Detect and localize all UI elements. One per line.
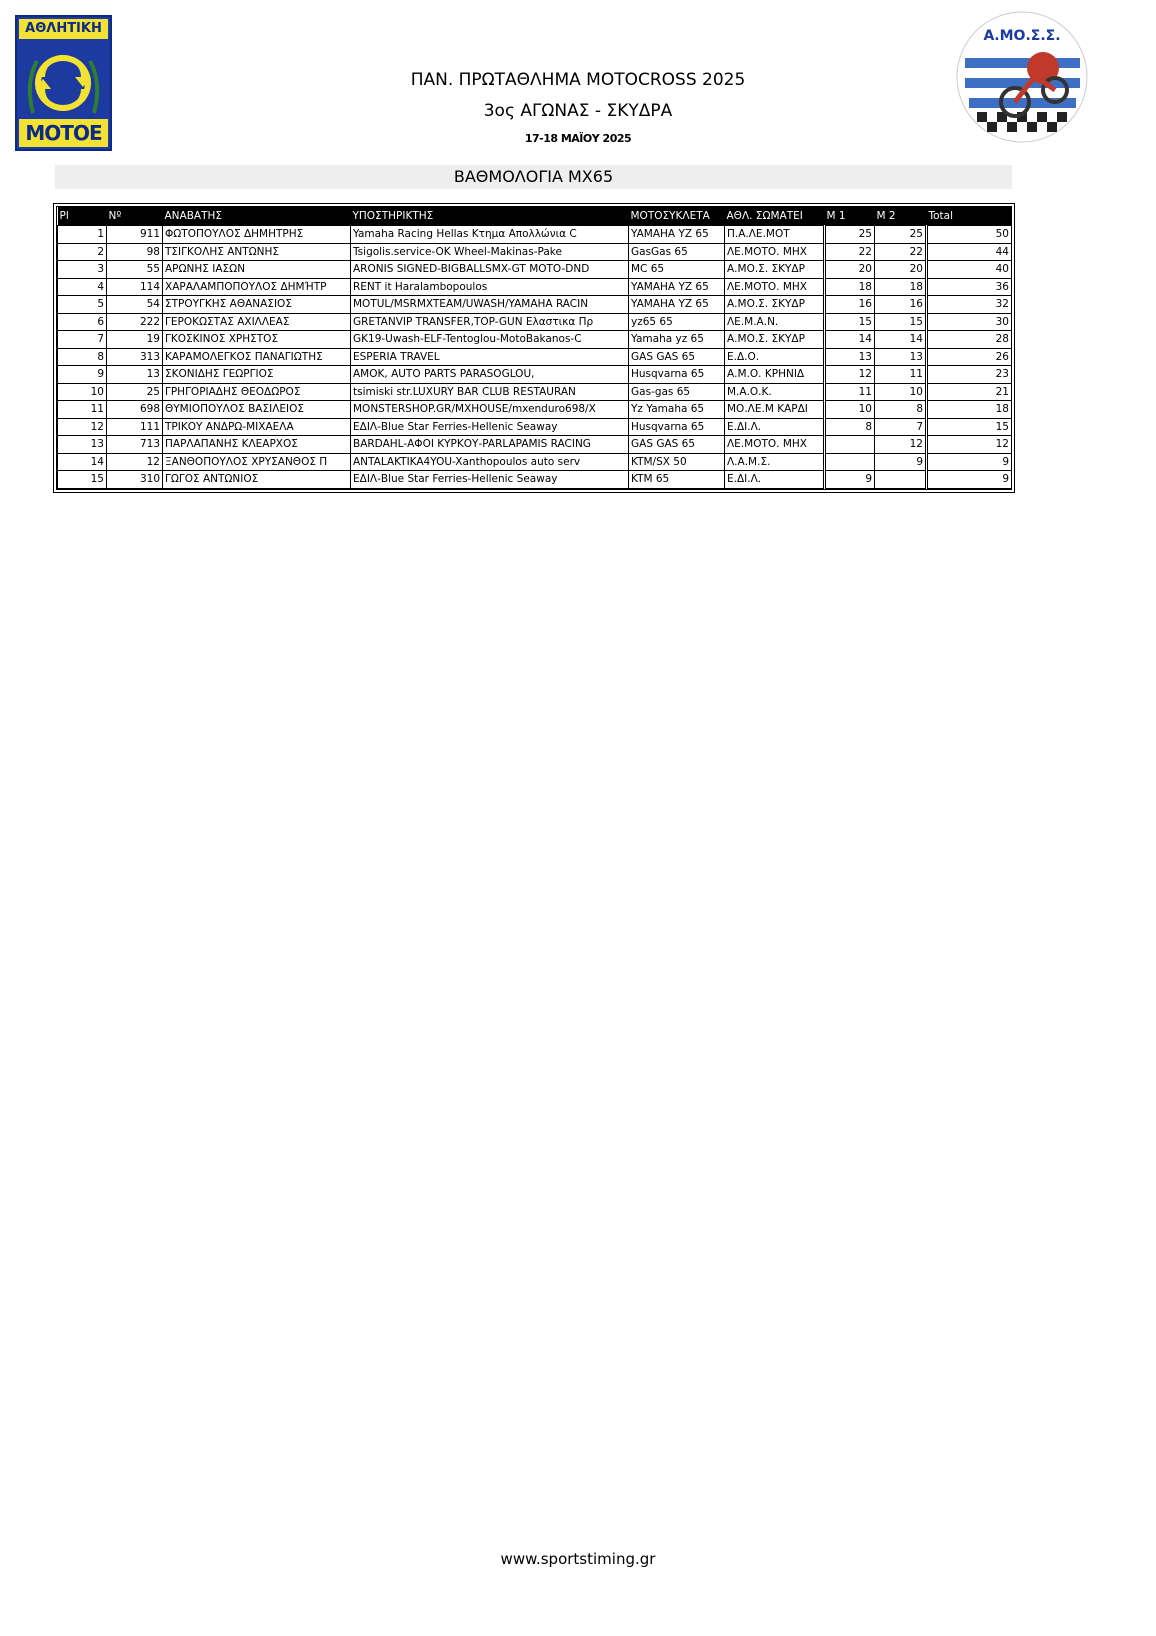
cell-pl: 15 [58,471,107,489]
cell-m2 [875,471,927,489]
cell-sponsor: ΕΔΙΛ-Blue Star Ferries-Hellenic Seaway [351,418,629,436]
cell-rider: ΠΑΡΛΑΠΑΝΗΣ ΚΛΕΑΡΧΟΣ [163,436,351,454]
cell-m2: 13 [875,348,927,366]
cell-sponsor: GK19-Uwash-ELF-Tentoglou-MotoBakanos-C [351,331,629,349]
table-row [58,331,1012,349]
cell-m1: 25 [825,226,875,244]
cell-club: Λ.Α.Μ.Σ. [725,453,825,471]
cell-rider: ΣΚΟΝΙΔΗΣ ΓΕΩΡΓΙΟΣ [163,366,351,384]
cell-pl: 10 [58,383,107,401]
cell-total: 9 [927,453,1012,471]
table-row [58,278,1012,296]
cell-rider: ΚΑΡΑΜΟΛΕΓΚΟΣ ΠΑΝΑΓΙΩΤΗΣ [163,348,351,366]
cell-no: 911 [107,226,163,244]
cell-no: 98 [107,243,163,261]
cell-sponsor: BARDAHL-ΑΦΟΙ ΚΥΡΚΟΥ-PARLAPAMIS RACING [351,436,629,454]
cell-bike: Gas-gas 65 [629,383,725,401]
cell-bike: Yz Yamaha 65 [629,401,725,419]
cell-club: Π.Α.ΛΕ.ΜΟΤ [725,226,825,244]
cell-pl: 1 [58,226,107,244]
header-club: ΑΘΛ. ΣΩΜΑΤΕΙ [725,207,825,226]
cell-no: 13 [107,366,163,384]
table-row [58,313,1012,331]
cell-rider: ΓΩΓΟΣ ΑΝΤΩΝΙΟΣ [163,471,351,489]
cell-no: 55 [107,261,163,279]
table-row [58,418,1012,436]
cell-total: 50 [927,226,1012,244]
cell-club: Ε.ΔΙ.Λ. [725,471,825,489]
cell-m2: 12 [875,436,927,454]
cell-pl: 6 [58,313,107,331]
logo-left-top-text: ΑΘΛΗΤΙΚΗ [19,19,108,39]
cell-club: Α.ΜΟ.Σ. ΣΚΥΔΡ [725,261,825,279]
category-title: ΒΑΘΜΟΛΟΓΙΑ MX65 [55,165,1012,189]
cell-no: 54 [107,296,163,314]
cell-no: 19 [107,331,163,349]
table-row [58,366,1012,384]
cell-rider: ΓΕΡΟΚΩΣΤΑΣ ΑΧΙΛΛΕΑΣ [163,313,351,331]
cell-club: ΜΟ.ΛΕ.Μ ΚΑΡΔΙ [725,401,825,419]
cell-no: 111 [107,418,163,436]
header-m2: M 2 [875,207,927,226]
cell-bike: YAMAHA YZ 65 [629,278,725,296]
table-row [58,436,1012,454]
cell-m1: 13 [825,348,875,366]
cell-m2: 9 [875,453,927,471]
cell-m1: 18 [825,278,875,296]
cell-pl: 7 [58,331,107,349]
cell-m1: 10 [825,401,875,419]
logo-right-text: Α.ΜΟ.Σ.Σ. [983,28,1061,44]
header-m1: M 1 [825,207,875,226]
cell-sponsor: ARONIS SIGNED-BIGBALLSMX-GT MOTO-DND [351,261,629,279]
cell-rider: ΞΑΝΘΟΠΟΥΛΟΣ ΧΡΥΣΑΝΘΟΣ Π [163,453,351,471]
cell-rider: ΧΑΡΑΛΑΜΠΟΠΟΥΛΟΣ ΔΗΜΉΤΡ [163,278,351,296]
cell-total: 9 [927,471,1012,489]
cell-total: 15 [927,418,1012,436]
header-bike: ΜΟΤΟΣΥΚΛΕΤΑ [629,207,725,226]
cell-m2: 15 [875,313,927,331]
table-header-row [58,207,1012,226]
cell-m1: 12 [825,366,875,384]
cell-total: 12 [927,436,1012,454]
cell-m1 [825,453,875,471]
cell-bike: YAMAHA YZ 65 [629,226,725,244]
results-body [58,226,1012,489]
table-row [58,348,1012,366]
cell-sponsor: ΕΔΙΛ-Blue Star Ferries-Hellenic Seaway [351,471,629,489]
cell-m2: 20 [875,261,927,279]
cell-pl: 11 [58,401,107,419]
cell-total: 30 [927,313,1012,331]
cell-bike: GasGas 65 [629,243,725,261]
cell-total: 21 [927,383,1012,401]
cell-pl: 13 [58,436,107,454]
header-sponsor: ΥΠΟΣΤΗΡΙΚΤΗΣ [351,207,629,226]
cell-total: 28 [927,331,1012,349]
table-row [58,261,1012,279]
cell-m1: 9 [825,471,875,489]
cell-total: 36 [927,278,1012,296]
header-number: Nº [107,207,163,226]
cell-total: 18 [927,401,1012,419]
cell-pl: 4 [58,278,107,296]
header-rider: ΑΝΑΒΑΤΗΣ [163,207,351,226]
cell-sponsor: Tsigolis.service-OK Wheel-Makinas-Pake [351,243,629,261]
cell-m1: 14 [825,331,875,349]
cell-no: 310 [107,471,163,489]
cell-m1: 8 [825,418,875,436]
cell-bike: GAS GAS 65 [629,436,725,454]
cell-sponsor: MONSTERSHOP.GR/MXHOUSE/mxenduro698/X [351,401,629,419]
cell-total: 40 [927,261,1012,279]
cell-m2: 10 [875,383,927,401]
header-total: Total [927,207,1012,226]
cell-club: Ε.Δ.Ο. [725,348,825,366]
cell-m1: 11 [825,383,875,401]
cell-bike: Husqvarna 65 [629,418,725,436]
table-row [58,471,1012,489]
championship-title: ΠΑΝ. ΠΡΩΤΑΘΛΗΜΑ MOTOCROSS 2025 [410,70,746,90]
results-table [57,207,1012,489]
cell-total: 23 [927,366,1012,384]
cell-club: ΛΕ.ΜΟΤΟ. ΜΗΧ [725,278,825,296]
cell-bike: KTM/SX 50 [629,453,725,471]
table-row [58,453,1012,471]
cell-no: 222 [107,313,163,331]
cell-no: 114 [107,278,163,296]
cell-bike: KTM 65 [629,471,725,489]
cell-total: 26 [927,348,1012,366]
cell-pl: 8 [58,348,107,366]
cell-club: Ε.ΔΙ.Λ. [725,418,825,436]
cell-pl: 14 [58,453,107,471]
cell-club: ΛΕ.ΜΟΤΟ. ΜΗΧ [725,436,825,454]
cell-sponsor: ANTALAKTIKA4YOU-Xanthopoulos auto serv [351,453,629,471]
cell-sponsor: tsimiski str.LUXURY BAR CLUB RESTAURAN [351,383,629,401]
cell-pl: 12 [58,418,107,436]
cell-m2: 22 [875,243,927,261]
cell-bike: MC 65 [629,261,725,279]
cell-club: ΛΕ.Μ.Α.Ν. [725,313,825,331]
cell-club: Α.ΜΟ.Σ. ΣΚΥΔΡ [725,296,825,314]
cell-m1: 22 [825,243,875,261]
race-date: 17-18 ΜΑΪΟΥ 2025 [524,132,632,145]
cell-bike: YAMAHA YZ 65 [629,296,725,314]
cell-rider: ΦΩΤΟΠΟΥΛΟΣ ΔΗΜΗΤΡΗΣ [163,226,351,244]
cell-club: Μ.Α.Ο.Κ. [725,383,825,401]
cell-pl: 9 [58,366,107,384]
cell-no: 313 [107,348,163,366]
header-pl: Pl [58,207,107,226]
cell-m2: 14 [875,331,927,349]
cell-m1 [825,436,875,454]
cell-sponsor: RENT it Haralambopoulos [351,278,629,296]
footer-url: www.sportstiming.gr [500,1550,656,1568]
cell-rider: ΓΡΗΓΟΡΙΑΔΗΣ ΘΕΟΔΩΡΟΣ [163,383,351,401]
cell-bike: Husqvarna 65 [629,366,725,384]
cell-bike: Yamaha yz 65 [629,331,725,349]
cell-total: 32 [927,296,1012,314]
cell-rider: ΓΚΟΣΚΙΝΟΣ ΧΡΗΣΤΟΣ [163,331,351,349]
cell-m1: 20 [825,261,875,279]
cell-sponsor: AMOK, AUTO PARTS PARASOGLOU, [351,366,629,384]
cell-club: ΛΕ.ΜΟΤΟ. ΜΗΧ [725,243,825,261]
cell-m2: 11 [875,366,927,384]
cell-no: 12 [107,453,163,471]
cell-m1: 15 [825,313,875,331]
cell-m2: 25 [875,226,927,244]
table-row [58,401,1012,419]
cell-club: Α.ΜΟ.Σ. ΣΚΥΔΡ [725,331,825,349]
cell-rider: ΘΥΜΙΟΠΟΥΛΟΣ ΒΑΣΙΛΕΙΟΣ [163,401,351,419]
cell-pl: 2 [58,243,107,261]
cell-m1: 16 [825,296,875,314]
results-table-frame [53,203,1015,493]
cell-total: 44 [927,243,1012,261]
cell-pl: 5 [58,296,107,314]
cell-rider: ΤΣΙΓΚΟΛΗΣ ΑΝΤΩΝΗΣ [163,243,351,261]
cell-rider: ΑΡΩΝΗΣ ΙΑΣΩΝ [163,261,351,279]
cell-m2: 7 [875,418,927,436]
race-subtitle: 3ος ΑΓΩΝΑΣ - ΣΚΥΔΡΑ [483,101,673,121]
cell-sponsor: Yamaha Racing Hellas Κτημα Απολλώνια C [351,226,629,244]
table-row [58,226,1012,244]
table-row [58,243,1012,261]
cell-sponsor: MOTUL/MSRMXTEAM/UWASH/YAMAHA RACIN [351,296,629,314]
cell-bike: yz65 65 [629,313,725,331]
cell-m2: 18 [875,278,927,296]
cell-no: 25 [107,383,163,401]
cell-rider: ΣΤΡΟΥΓΚΗΣ ΑΘΑΝΑΣΙΟΣ [163,296,351,314]
cell-bike: GAS GAS 65 [629,348,725,366]
logo-left-bottom-text: ΜΟΤΟΕ [19,119,108,147]
cell-sponsor: ESPERIA TRAVEL [351,348,629,366]
cell-club: Α.Μ.Ο. ΚΡΗΝΙΔ [725,366,825,384]
cell-no: 698 [107,401,163,419]
cell-m2: 8 [875,401,927,419]
cell-pl: 3 [58,261,107,279]
table-row [58,296,1012,314]
table-row [58,383,1012,401]
cell-no: 713 [107,436,163,454]
cell-rider: ΤΡΙΚΟΥ ΑΝΔΡΩ-ΜΙΧΑΕΛΑ [163,418,351,436]
cell-sponsor: GRETANVIP TRANSFER,TOP-GUN Ελαστικα Πρ [351,313,629,331]
cell-m2: 16 [875,296,927,314]
